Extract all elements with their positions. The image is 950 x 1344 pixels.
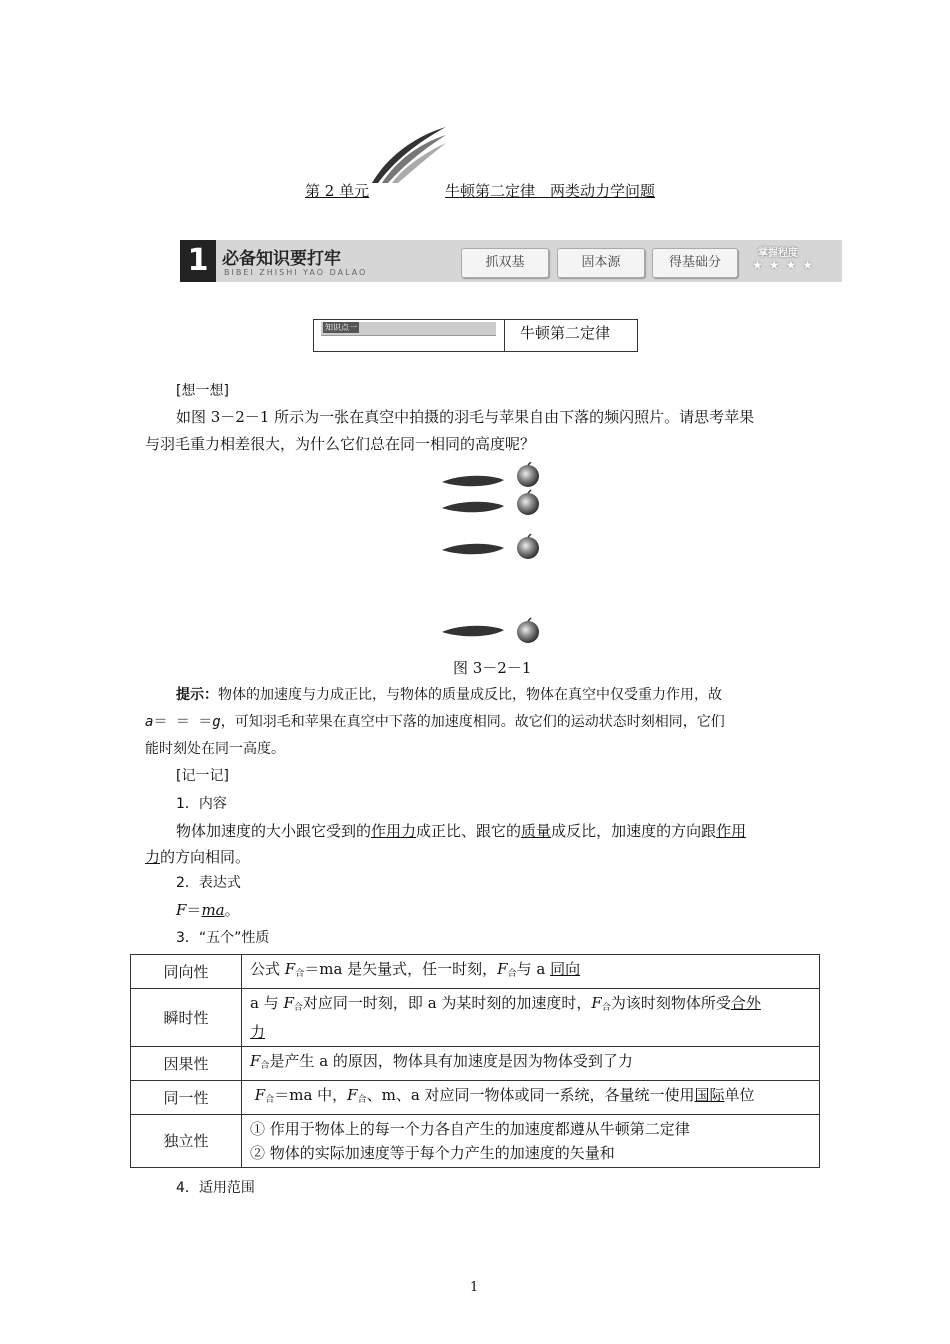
content-line-1: 物体加速度的大小跟它受到的作用力成正比、跟它的质量成反比，加速度的方向跟作用 <box>176 822 747 840</box>
hint-line-1 <box>176 684 722 704</box>
table-row <box>131 1115 820 1168</box>
table-value: $F_合=ma$ 中，$F_合$、m、a 对应同一物体或同一系统，各量统一使用国际单位 <box>242 1081 820 1115</box>
hint-line-3: 能时刻处在同一高度。 <box>145 741 285 757</box>
tab-shuangji[interactable]: 抓双基 <box>461 248 549 278</box>
table-row <box>131 989 820 1047</box>
table-value: ① 作用于物体上的每一个力各自产生的加速度都遵从牛顿第二定律 ② 物体的实际加速度等于每个力产生的加速度的矢量和 <box>242 1115 820 1168</box>
think-heading: [想一想] <box>176 383 229 399</box>
section-2-heading: 2．表达式 <box>176 875 241 891</box>
section-1-heading: 1．内容 <box>176 796 227 812</box>
section-3-heading: 3．“五个”性质 <box>176 930 270 946</box>
hint-text-1: 物体的加速度与力成正比，与物体的质量成反比，物体在真空中仅受重力作用，故 <box>218 687 722 703</box>
question-line-2: 与羽毛重力相差很大，为什么它们总在同一相同的高度呢？ <box>145 435 536 453</box>
content-line-2: 力的方向相同。 <box>145 848 251 866</box>
unit-title: 牛顿第二定律 两类动力学问题 <box>445 182 656 200</box>
mastery-label: 掌握程度 <box>758 248 798 259</box>
table-value: a 与 $F_合$对应同一时刻，即 a 为某时刻的加速度时，$F_合$为该时刻物体所受合外 力 <box>242 989 820 1047</box>
feather-apple-strobe-photo <box>440 462 546 652</box>
mastery-stars: ★★★★ <box>752 258 820 272</box>
unit-label: 第 2 单元 <box>305 182 370 200</box>
hint-label: 提示： <box>176 687 218 703</box>
table-row <box>131 1047 820 1081</box>
table-value: 公式 $F_合=ma$ 是矢量式，任一时刻，$F_合$与 a 同向 <box>242 955 820 989</box>
tab-jichufen[interactable]: 得基础分 <box>652 248 738 278</box>
page-number: 1 <box>470 1280 479 1295</box>
table-value: $F_合$是产生 a 的原因，物体具有加速度是因为物体受到了力 <box>242 1047 820 1081</box>
knowledge-point-divider <box>504 319 505 352</box>
table-key: 同一性 <box>131 1081 242 1115</box>
properties-table <box>130 954 820 1168</box>
table-key: 独立性 <box>131 1115 242 1168</box>
remember-heading: [记一记] <box>176 768 229 784</box>
banner-title: 必备知识要打牢 <box>222 249 341 269</box>
title-swoosh-graphic <box>368 125 448 185</box>
feather-icon <box>442 476 504 637</box>
banner-number: 1 <box>180 240 216 282</box>
knowledge-point-title: 牛顿第二定律 <box>520 324 611 342</box>
table-row <box>131 955 820 989</box>
tab-benyuan[interactable]: 固本源 <box>557 248 645 278</box>
table-row <box>131 1081 820 1115</box>
figure-caption: 图 3－2－1 <box>453 659 532 677</box>
table-key: 因果性 <box>131 1047 242 1081</box>
banner-subtitle: BIBEI ZHISHI YAO DALAO <box>224 268 368 277</box>
expression: F＝ma。 <box>176 901 240 919</box>
table-key: 同向性 <box>131 955 242 989</box>
knowledge-point-badge: 知识点一 <box>325 323 357 332</box>
question-line-1: 如图 3－2－1 所示为一张在真空中拍摄的羽毛与苹果自由下落的频闪照片。请思考苹果 <box>176 408 755 426</box>
table-key: 瞬时性 <box>131 989 242 1047</box>
apple-icon <box>517 462 539 643</box>
section-4-heading: 4．适用范围 <box>176 1180 255 1196</box>
hint-line-2: a＝ ＝ ＝g，可知羽毛和苹果在真空中下落的加速度相同。故它们的运动状态时刻相同，它们 <box>145 714 725 730</box>
